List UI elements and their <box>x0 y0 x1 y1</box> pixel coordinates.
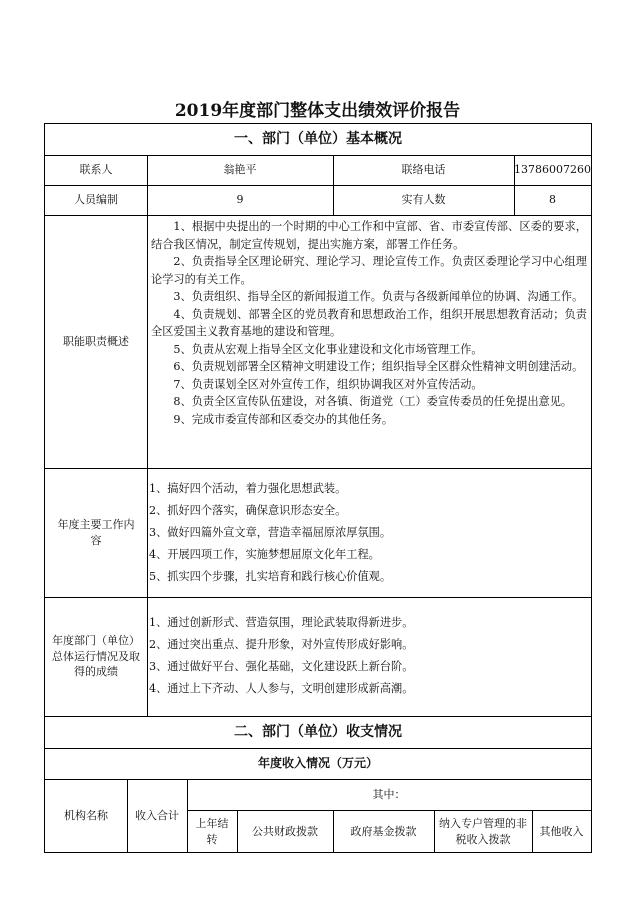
report-table <box>44 123 592 853</box>
duty-item: 8、负责全区宣传队伍建设，对各镇、街道党（工）委宣传委员的任免提出意见。 <box>173 395 573 408</box>
actual-staff-label: 实有人数 <box>401 193 446 207</box>
org-name-header: 机构名称 <box>64 809 108 823</box>
report-title: 2019年度部门整体支出绩效评价报告 <box>174 101 461 121</box>
duty-item: 2、负责指导全区理论研究、理论学习、理论宣传工作。负责区委理论学习中心组理论学习的有关工作。 <box>151 255 587 286</box>
main-work-item: 2、抓好四个落实，确保意识形态安全。 <box>149 504 347 517</box>
public-finance-header: 公共财政拨款 <box>252 824 318 838</box>
section2-heading: 二、部门（单位）收支情况 <box>234 723 402 740</box>
contact-label: 联系人 <box>79 163 113 177</box>
phone-value: 13786007260 <box>514 163 591 177</box>
main-work-item: 3、做好四篇外宣文章，营造幸福屈原浓厚氛围。 <box>149 526 392 539</box>
main-work-list <box>149 478 587 588</box>
contact-name: 翁艳平 <box>223 163 257 177</box>
staff-count: 9 <box>236 193 244 207</box>
income-total-header: 收入合计 <box>135 809 179 823</box>
results-list <box>149 612 587 700</box>
phone-label: 联络电话 <box>401 163 446 177</box>
section1-heading: 一、部门（单位）基本概况 <box>234 131 402 148</box>
result-item: 3、通过做好平台、强化基础，文化建设跃上新台阶。 <box>149 660 414 673</box>
duty-item: 5、负责从宏观上指导全区文化事业建设和文化市场管理工作。 <box>173 342 483 356</box>
duty-item: 4、负责规划、部署全区的党员教育和思想政治工作，组织开展思想教育活动；负责全区爱国主义教育基地的建设和管理。 <box>151 307 587 338</box>
duty-item: 7、负责谋划全区对外宣传工作，组织协调我区对外宣传活动。 <box>173 377 483 391</box>
main-work-item: 1、搞好四个活动，着力强化思想武装。 <box>149 482 347 495</box>
duty-item: 3、负责组织、指导全区的新闻报道工作。负责与各级新闻单位的协调、沟通工作。 <box>173 290 584 303</box>
non-tax-header: 纳入专户管理的非税收入拨款 <box>439 816 527 846</box>
main-work-item: 5、抓实四个步骤，扎实培育和践行核心价值观。 <box>149 570 392 583</box>
gov-fund-header: 政府基金拨款 <box>350 824 417 838</box>
duty-item: 9、完成市委宣传部和区委交办的其他任务。 <box>173 412 394 426</box>
duties-label: 职能职责概述 <box>63 334 129 348</box>
actual-staff-count: 8 <box>549 193 556 207</box>
duty-item: 6、负责规划部署全区精神文明建设工作；组织指导全区群众性精神文明创建活动。 <box>173 360 584 373</box>
staff-label: 人员编制 <box>74 193 118 207</box>
income-heading: 年度收入情况（万元） <box>257 755 378 770</box>
duties-text <box>151 218 587 428</box>
result-item: 4、通过上下齐动、人人参与，文明创建形成新高潮。 <box>149 682 414 695</box>
main-work-item: 4、开展四项工作，实施梦想屈原文化年工程。 <box>149 548 380 561</box>
of-which-header: 其中： <box>372 787 406 801</box>
main-work-label: 年度主要工作内容 <box>57 517 135 547</box>
result-item: 1、通过创新形式、营造氛围，理论武装取得新进步。 <box>149 616 414 629</box>
carryover-header: 上年结转 <box>195 816 229 846</box>
results-label: 年度部门（单位）总体运行情况及取得的成绩 <box>52 633 140 679</box>
duty-item: 1、根据中央提出的一个时期的中心工作和中宣部、省、市委宣传部、区委的要求，结合我区情况，制定宣传规划，提出实施方案，部署工作任务。 <box>151 220 587 251</box>
result-item: 2、通过突出重点、提升形象，对外宣传形成好影响。 <box>149 638 414 651</box>
other-income-header: 其他收入 <box>539 824 584 838</box>
